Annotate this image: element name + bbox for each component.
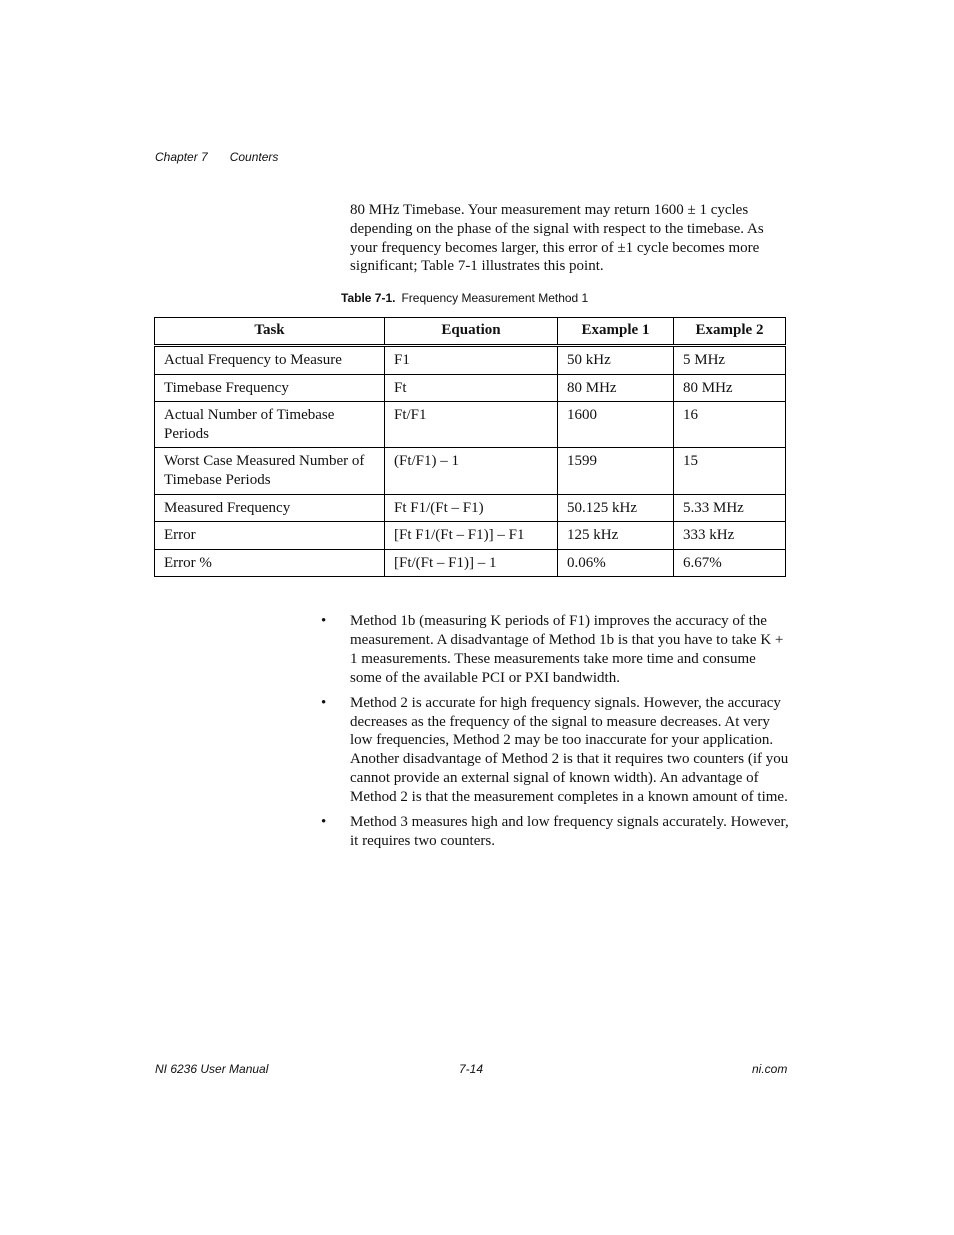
running-header bbox=[155, 150, 278, 164]
table-cell-example-1: 80 MHz bbox=[558, 374, 674, 402]
list-item-text: Method 2 is accurate for high frequency signals. However, the accuracy decreases as the frequency of the signal to measure decreases. At very low frequencies, Method 2 may be too inaccurate for your application. Another disadvantage of Method 2 is that it requires two counters (if you cannot provide an external signal of known width). An advantage of Method 2 is that the measurement completes in a known amount of time. bbox=[350, 694, 789, 806]
table-cell-equation: Ft/F1 bbox=[385, 402, 558, 448]
chapter-label: Chapter 7 bbox=[155, 150, 208, 164]
table-cell-task: Timebase Frequency bbox=[155, 374, 385, 402]
table-caption-label: Table 7-1. bbox=[341, 291, 396, 305]
table-header-row bbox=[155, 318, 786, 346]
table-cell-example-2: 5.33 MHz bbox=[674, 494, 786, 522]
table-cell-task: Worst Case Measured Number of Timebase Periods bbox=[155, 448, 385, 494]
list-item bbox=[320, 612, 790, 688]
table-cell-example-2: 16 bbox=[674, 402, 786, 448]
table-row bbox=[155, 448, 786, 494]
list-item-text: Method 1b (measuring K periods of F1) improves the accuracy of the measurement. A disadvantage of Method 1b is that you have to take K + 1 measurements. These measurements take more time and consume some of the available PCI or PXI bandwidth. bbox=[350, 613, 784, 686]
table-cell-example-1: 50 kHz bbox=[558, 346, 674, 375]
table-cell-task: Actual Frequency to Measure bbox=[155, 346, 385, 375]
table-cell-equation: Ft bbox=[385, 374, 558, 402]
table-cell-example-1: 1600 bbox=[558, 402, 674, 448]
column-header-example-1: Example 1 bbox=[558, 318, 674, 346]
section-label: Counters bbox=[229, 150, 279, 164]
table-cell-example-1: 50.125 kHz bbox=[558, 494, 674, 522]
table-cell-equation: [Ft/(Ft – F1)] – 1 bbox=[385, 549, 558, 577]
intro-paragraph: 80 MHz Timebase. Your measurement may return 1600 ± 1 cycles depending on the phase of the signal with respect to the timebase. As your frequency becomes larger, this error of ±1 cycle becomes more significant; Table 7-1 illustrates this point. bbox=[350, 202, 764, 275]
table-cell-example-1: 125 kHz bbox=[558, 522, 674, 550]
table-cell-example-2: 5 MHz bbox=[674, 346, 786, 375]
list-item bbox=[320, 694, 790, 807]
bullet-marker: • bbox=[321, 814, 327, 831]
table-cell-example-2: 80 MHz bbox=[674, 374, 786, 402]
table-cell-task: Actual Number of Timebase Periods bbox=[155, 402, 385, 448]
table-row bbox=[155, 374, 786, 402]
table-cell-task: Measured Frequency bbox=[155, 494, 385, 522]
table-row bbox=[155, 549, 786, 577]
table-caption bbox=[341, 291, 588, 305]
footer-page-number: 7-14 bbox=[459, 1062, 484, 1076]
table-cell-task: Error % bbox=[155, 549, 385, 577]
table-row bbox=[155, 402, 786, 448]
table-cell-equation: F1 bbox=[385, 346, 558, 375]
table-cell-equation: (Ft/F1) – 1 bbox=[385, 448, 558, 494]
table-row bbox=[155, 494, 786, 522]
table-row bbox=[155, 346, 786, 375]
column-header-equation: Equation bbox=[385, 318, 558, 346]
table-row bbox=[155, 522, 786, 550]
column-header-example-2: Example 2 bbox=[674, 318, 786, 346]
list-item-text: Method 3 measures high and low frequency signals accurately. However, it requires two counters. bbox=[350, 814, 789, 849]
list-item bbox=[320, 813, 790, 851]
footer-manual-title: NI 6236 User Manual bbox=[155, 1062, 269, 1076]
column-header-task: Task bbox=[155, 318, 385, 346]
table-caption-title: Frequency Measurement Method 1 bbox=[401, 291, 589, 305]
frequency-measurement-table bbox=[154, 317, 786, 577]
table-cell-equation: [Ft F1/(Ft – F1)] – F1 bbox=[385, 522, 558, 550]
method-bullet-list bbox=[320, 612, 790, 857]
footer-website: ni.com bbox=[752, 1062, 788, 1076]
table-cell-example-1: 0.06% bbox=[558, 549, 674, 577]
table-cell-example-2: 333 kHz bbox=[674, 522, 786, 550]
bullet-marker: • bbox=[321, 694, 327, 711]
table-cell-example-2: 6.67% bbox=[674, 549, 786, 577]
bullet-marker: • bbox=[321, 613, 327, 629]
table-cell-example-2: 15 bbox=[674, 448, 786, 494]
table-cell-task: Error bbox=[155, 522, 385, 550]
table-cell-example-1: 1599 bbox=[558, 448, 674, 494]
table-cell-equation: Ft F1/(Ft – F1) bbox=[385, 494, 558, 522]
